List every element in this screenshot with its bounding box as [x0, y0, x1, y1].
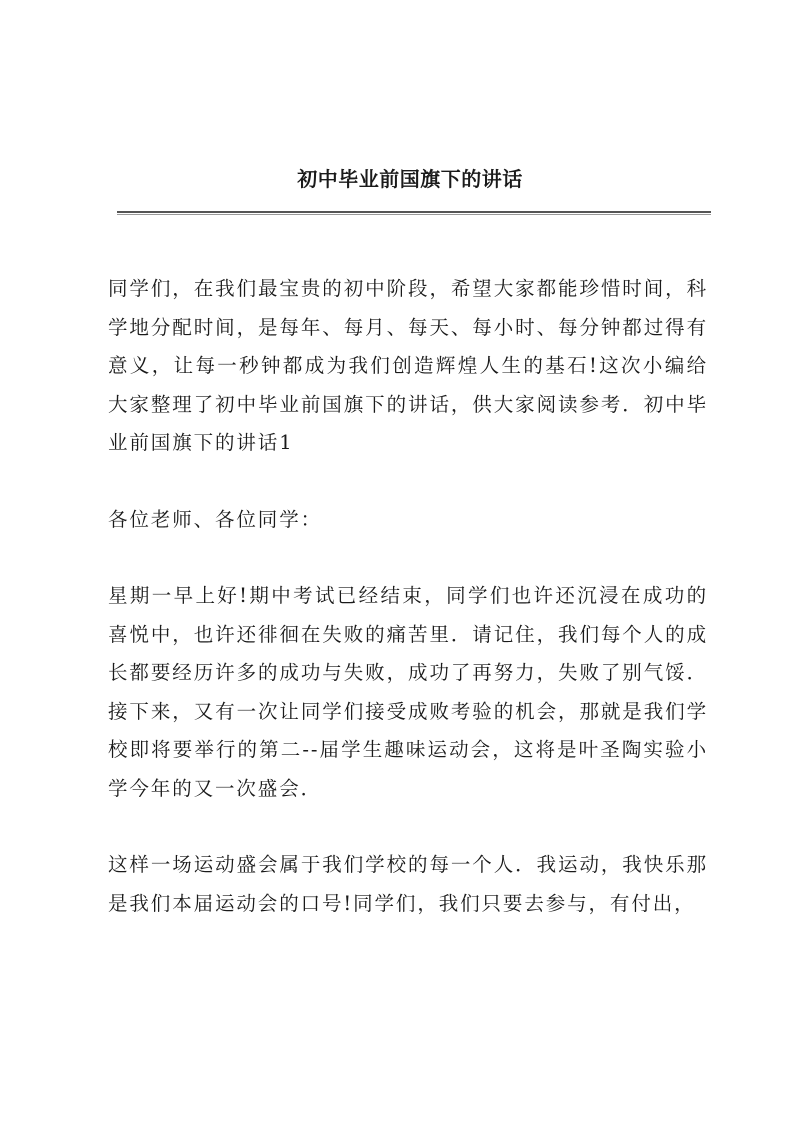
- title-divider: [117, 211, 711, 215]
- document-body: [108, 270, 708, 961]
- document-title: 初中毕业前国旗下的讲话: [297, 167, 523, 191]
- paragraph-greeting: 星期一早上好!期中考试已经结束，同学们也许还沉浸在成功的喜悦中，也许还徘徊在失败的痛苦里．请记住，我们每个人的成长都要经历许多的成功与失败，成功了再努力，失败了别气馁．接下来，又有一次让同学们接受成败考验的机会，那就是我们学校即将要举行的第二--届学生趣味运动会，这将是叶圣陶实验小学今年的又一次盛会．: [108, 584, 708, 800]
- paragraph-salutation: 各位老师、各位同学：: [108, 507, 323, 531]
- paragraph-sports-meet: 这样一场运动盛会属于我们学校的每一个人．我运动，我快乐那是我们本届运动会的口号!同学们，我们只要去参与，有付出，: [108, 853, 708, 915]
- paragraph-intro: 同学们，在我们最宝贵的初中阶段，希望大家都能珍惜时间，科学地分配时间，是每年、每月、每天、每小时、每分钟都过得有意义，让每一秒钟都成为我们创造辉煌人生的基石!这次小编给大家整理了初中毕业前国旗下的讲话，供大家阅读参考．初中毕业前国旗下的讲话1: [108, 277, 708, 454]
